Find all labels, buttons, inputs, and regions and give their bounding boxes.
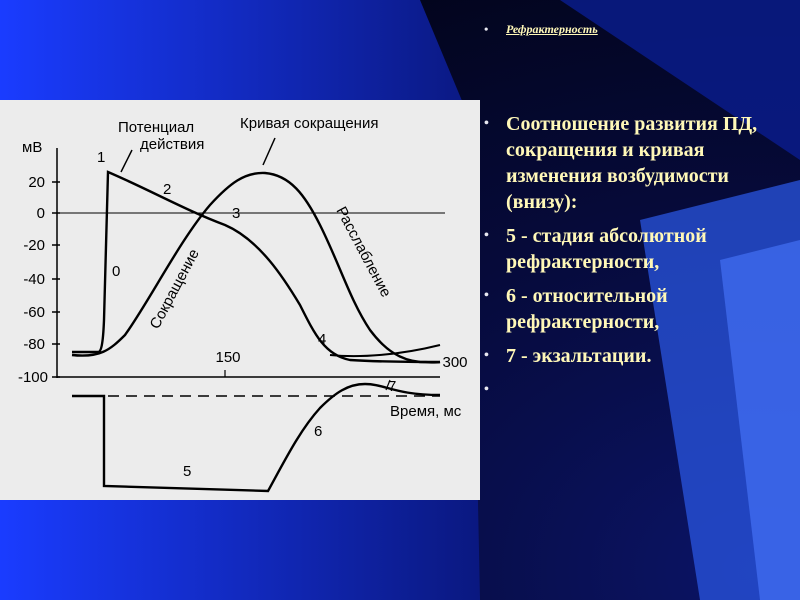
- phase-number-0: 0: [112, 263, 121, 280]
- bullet-dot-icon: •: [484, 116, 489, 131]
- stage-number-7: 7: [388, 378, 397, 395]
- label-relaxation: Расслабление: [332, 203, 395, 301]
- x-tick-label: 300: [442, 354, 468, 371]
- bullet-dot-icon: •: [484, 22, 489, 36]
- bullet-dot-icon: •: [484, 382, 489, 397]
- bullet-dot-icon: •: [484, 228, 489, 243]
- y-tick-label: -80: [23, 336, 45, 353]
- stage-number-6: 6: [314, 423, 323, 440]
- y-tick-label: 20: [28, 174, 45, 191]
- label-contraction: Сокращение: [146, 246, 203, 332]
- bullet-item: [480, 343, 790, 369]
- y-axis-unit: мВ: [22, 139, 43, 156]
- label-contraction-curve: Кривая сокращения: [240, 115, 379, 132]
- refractoriness-diagram: [0, 100, 480, 500]
- y-tick-label: -20: [23, 237, 45, 254]
- bullet-text: 7 - экзальтации.: [506, 345, 652, 367]
- bullet-list: [480, 22, 790, 397]
- bullet-text: 6 - относительной рефрактерности,: [506, 285, 668, 333]
- bullet-item: [480, 111, 790, 215]
- bullet-item: [480, 283, 790, 335]
- stage-number-5: 5: [183, 463, 192, 480]
- label-action-potential-line1: Потенциал: [118, 119, 195, 136]
- y-tick-label: -100: [17, 369, 48, 386]
- bullet-dot-icon: •: [484, 288, 489, 303]
- bullet-text: 5 - стадия абсолютной рефрактерности,: [506, 225, 707, 273]
- phase-number-1: 1: [97, 149, 106, 166]
- x-tick-label: 150: [215, 349, 241, 366]
- y-tick-label: 0: [36, 205, 45, 222]
- label-action-potential-line2: действия: [140, 136, 205, 153]
- y-tick-label: -40: [23, 271, 45, 288]
- y-tick-label: -60: [23, 304, 45, 321]
- bullet-text: Соотношение развития ПД, сокращения и кривая изменения возбудимости (внизу):: [506, 113, 758, 213]
- phase-number-4: 4: [318, 331, 327, 348]
- bullet-item-title: [480, 22, 790, 37]
- bullet-dot-icon: •: [484, 348, 489, 363]
- phase-number-2: 2: [163, 181, 172, 198]
- x-axis-label: Время, мс: [390, 403, 462, 420]
- diagram-panel: [0, 100, 480, 500]
- phase-number-3: 3: [232, 205, 241, 222]
- bullet-item: [480, 223, 790, 275]
- bullet-text: Рефрактерность: [506, 22, 598, 36]
